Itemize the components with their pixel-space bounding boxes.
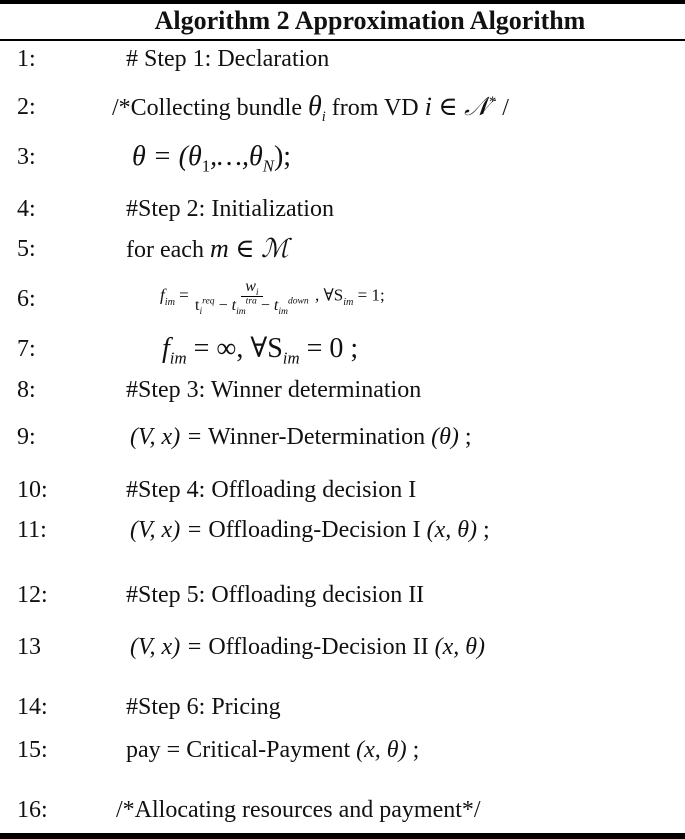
line-text: /*Allocating resources and payment*/ bbox=[116, 797, 481, 823]
function-args: (x, θ) bbox=[356, 737, 407, 763]
subscript: i bbox=[321, 108, 326, 125]
math-part: (V, x) = bbox=[130, 634, 203, 660]
denominator: $t_i^{req} - t_{im}^{tra} - t_{im}^{down}$ bbox=[195, 295, 309, 318]
line-text: #Step 6: Pricing bbox=[126, 694, 281, 720]
function-name: Critical-Payment bbox=[186, 737, 351, 763]
math-expression bbox=[162, 333, 359, 368]
function-args: (x, θ) bbox=[426, 517, 478, 543]
subscript: im bbox=[282, 348, 300, 368]
line-number: 3: bbox=[17, 144, 36, 170]
line-number: 14: bbox=[17, 694, 48, 720]
line-text: #Step 3: Winner determination bbox=[126, 377, 422, 403]
line-text: #Step 4: Offloading decision I bbox=[126, 477, 417, 503]
math-part: θ = (θ bbox=[132, 141, 202, 172]
math-part: , ∀S bbox=[314, 285, 344, 305]
line-number: 9: bbox=[17, 424, 36, 450]
superscript: * bbox=[489, 94, 497, 110]
math-expression bbox=[126, 735, 419, 765]
math-expression bbox=[130, 515, 490, 545]
algorithm-line bbox=[0, 692, 685, 726]
math-part: pay = bbox=[126, 737, 181, 763]
algorithm-line bbox=[0, 278, 685, 334]
function-name: Offloading-Decision II bbox=[208, 634, 429, 660]
math-part: = 0 ; bbox=[306, 333, 359, 364]
subscript: im bbox=[169, 348, 187, 368]
line-number: 1: bbox=[17, 46, 36, 72]
math-expression bbox=[130, 632, 485, 662]
function-args: (θ) bbox=[431, 424, 459, 450]
numerator bbox=[241, 278, 262, 297]
comment-text: from VD bbox=[331, 95, 419, 121]
math-part: (V, x) = bbox=[130, 517, 203, 543]
line-number: 5: bbox=[17, 236, 36, 262]
function-args: (x, θ) bbox=[434, 634, 486, 660]
line-text: #Step 5: Offloading decision II bbox=[126, 582, 425, 608]
math-part: f bbox=[160, 285, 165, 305]
line-number: 8: bbox=[17, 377, 36, 403]
algorithm-line bbox=[0, 194, 685, 228]
set-membership: i ∈ 𝒩 bbox=[424, 92, 490, 121]
comment-text: /*Collecting bundle bbox=[112, 95, 302, 121]
subscript: im bbox=[343, 296, 354, 308]
function-name: Offloading-Decision I bbox=[208, 517, 421, 543]
math-part: ,…,θ bbox=[210, 141, 263, 172]
math-part: = ∞, ∀S bbox=[193, 333, 283, 364]
algorithm-line bbox=[0, 142, 685, 176]
math-expression: m ∈ ℳ bbox=[209, 234, 289, 263]
math-part: ; bbox=[464, 424, 472, 450]
line-number: 6: bbox=[17, 286, 36, 312]
algorithm-line bbox=[0, 632, 685, 666]
algorithm-line bbox=[0, 580, 685, 614]
subscript: 1 bbox=[201, 156, 211, 176]
math-part: ; bbox=[483, 517, 490, 543]
math-expression bbox=[130, 422, 472, 452]
math-part: = 1; bbox=[357, 285, 385, 305]
algorithm-line bbox=[0, 334, 685, 368]
line-text: # Step 1: Declaration bbox=[126, 46, 330, 72]
line-number: 7: bbox=[17, 336, 36, 362]
math-expression bbox=[132, 141, 292, 176]
line-number: 13 bbox=[17, 634, 41, 660]
algorithm-line bbox=[0, 375, 685, 409]
algorithm-line bbox=[0, 795, 685, 829]
comment-close: / bbox=[502, 95, 509, 121]
header-rule bbox=[0, 39, 685, 41]
subscript: im bbox=[164, 296, 175, 308]
theta-symbol: θ bbox=[307, 91, 322, 122]
fraction bbox=[193, 278, 311, 318]
line-number: 10: bbox=[17, 477, 48, 503]
math-part: ; bbox=[412, 737, 420, 763]
line-number: 15: bbox=[17, 737, 48, 763]
algorithm-line bbox=[0, 515, 685, 549]
line-number: 4: bbox=[17, 196, 36, 222]
algorithm-line bbox=[0, 735, 685, 769]
algorithm-line bbox=[0, 475, 685, 509]
algorithm-line bbox=[0, 234, 685, 268]
line-number: 11: bbox=[17, 517, 47, 543]
algorithm-line bbox=[0, 92, 685, 126]
math-part: w bbox=[245, 278, 256, 295]
algorithm-title: Algorithm 2 Approximation Algorithm bbox=[154, 6, 586, 35]
algorithm-line bbox=[0, 44, 685, 78]
bottom-rule bbox=[0, 833, 685, 839]
line-text: #Step 2: Initialization bbox=[126, 196, 334, 222]
line-number: 12: bbox=[17, 582, 48, 608]
subscript: i bbox=[255, 287, 259, 299]
math-part: ); bbox=[273, 141, 292, 172]
line-text bbox=[112, 92, 509, 123]
top-rule bbox=[0, 0, 685, 4]
subscript: N bbox=[262, 156, 274, 176]
math-part: (V, x) = bbox=[130, 424, 203, 450]
line-number: 2: bbox=[17, 94, 36, 120]
line-number: 16: bbox=[17, 797, 48, 823]
for-keyword: for each bbox=[126, 237, 204, 263]
math-part: f bbox=[162, 333, 170, 364]
function-name: Winner-Determination bbox=[207, 424, 426, 450]
line-text bbox=[126, 234, 289, 265]
math-expression bbox=[160, 278, 385, 318]
algorithm-line bbox=[0, 422, 685, 456]
equals: = bbox=[179, 285, 189, 305]
